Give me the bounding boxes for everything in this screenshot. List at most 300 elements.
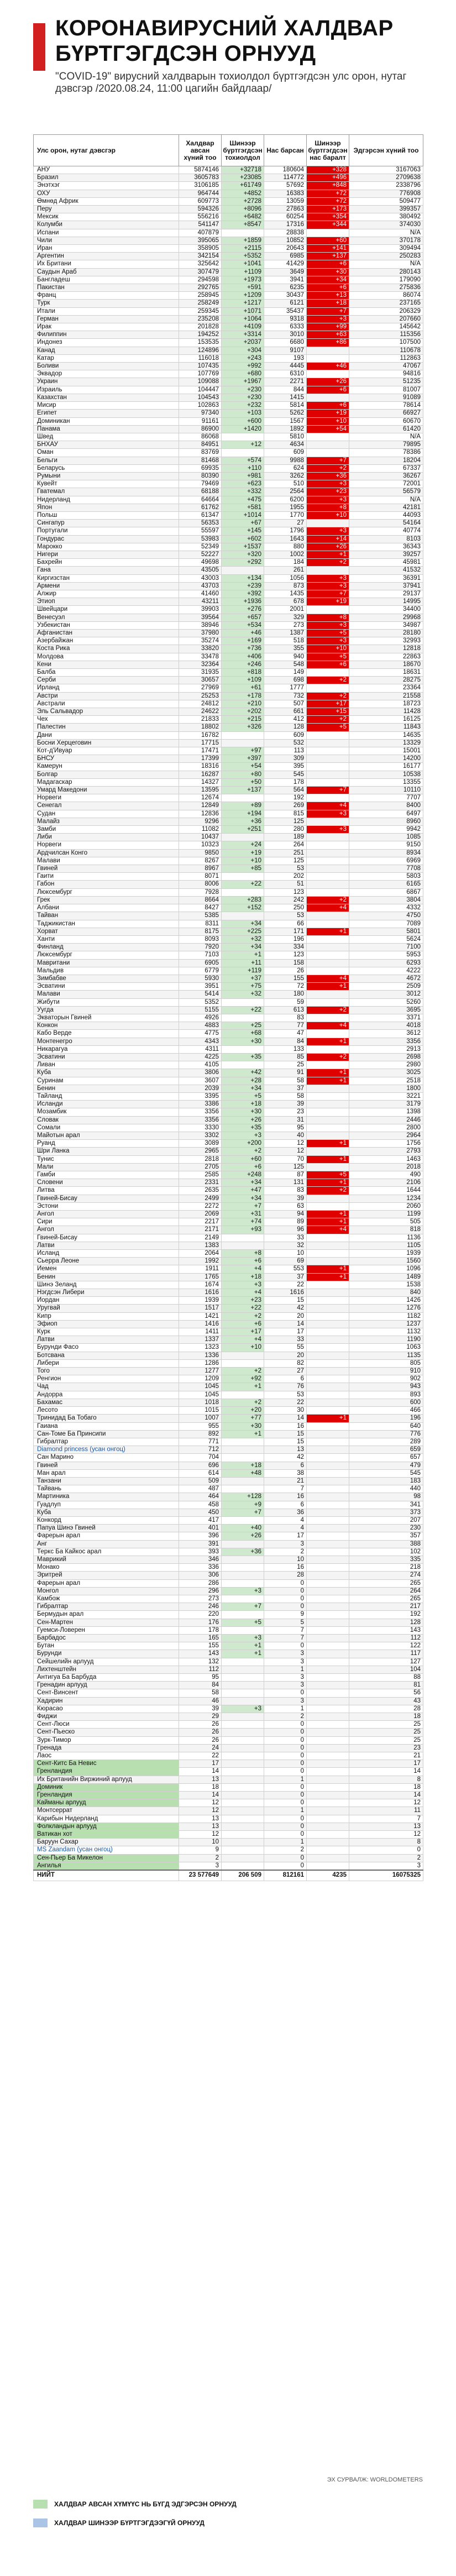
table-cell-deaths: 193 bbox=[264, 354, 307, 362]
table-cell-total: 153535 bbox=[179, 339, 222, 347]
table-cell-country: Карибын Нидерланд bbox=[34, 1815, 179, 1823]
table-cell-deaths: 545 bbox=[264, 771, 307, 778]
table-cell-recovered: 207660 bbox=[349, 315, 423, 323]
table-cell-total: 14 bbox=[179, 1768, 222, 1776]
table-cell-total: 614 bbox=[179, 1469, 222, 1477]
table-cell-deaths: 1415 bbox=[264, 394, 307, 401]
table-row bbox=[34, 1202, 423, 1210]
table-cell-recovered: 264 bbox=[349, 1587, 423, 1595]
table-cell-total: 16287 bbox=[179, 771, 222, 778]
table-cell-new: +145 bbox=[222, 527, 264, 535]
table-cell-new-deaths: +2 bbox=[307, 677, 349, 684]
table-cell-deaths: 844 bbox=[264, 386, 307, 394]
table-cell-new: +109 bbox=[222, 677, 264, 684]
table-cell-country: Камерун bbox=[34, 763, 179, 771]
table-cell-new-deaths: +1 bbox=[307, 928, 349, 935]
table-cell-total: 43211 bbox=[179, 598, 222, 606]
table-cell-total: 17399 bbox=[179, 755, 222, 763]
table-cell-deaths: 9318 bbox=[264, 315, 307, 323]
table-cell-deaths: 27 bbox=[264, 1368, 307, 1375]
table-row bbox=[34, 260, 423, 268]
table-cell-recovered: 657 bbox=[349, 1454, 423, 1462]
table-row bbox=[34, 1132, 423, 1139]
table-cell-recovered: 5801 bbox=[349, 928, 423, 935]
table-cell-recovered: 309494 bbox=[349, 245, 423, 253]
table-cell-total: 41460 bbox=[179, 590, 222, 598]
table-cell-new bbox=[222, 731, 264, 739]
table-cell-country: Бурунди Фасо bbox=[34, 1344, 179, 1352]
table-cell-deaths: 28 bbox=[264, 1572, 307, 1579]
table-cell-deaths: 32 bbox=[264, 1242, 307, 1249]
table-cell-deaths: 548 bbox=[264, 661, 307, 668]
table-cell-country: Мали bbox=[34, 1163, 179, 1171]
table-cell-deaths: 1616 bbox=[264, 1289, 307, 1297]
table-cell-total: 39 bbox=[179, 1705, 222, 1713]
table-cell-new-deaths bbox=[307, 967, 349, 975]
table-cell-new-deaths bbox=[307, 1532, 349, 1540]
table-cell-recovered: 112863 bbox=[349, 354, 423, 362]
table-row bbox=[34, 841, 423, 849]
table-cell-recovered: 12818 bbox=[349, 645, 423, 653]
table-cell-country: Мартиника bbox=[34, 1493, 179, 1501]
table-cell-deaths: 0 bbox=[264, 1799, 307, 1807]
table-row bbox=[34, 1619, 423, 1626]
table-cell-new-deaths bbox=[307, 1407, 349, 1415]
table-cell-deaths: 269 bbox=[264, 802, 307, 810]
table-cell-country: Либи bbox=[34, 834, 179, 841]
table-row bbox=[34, 1548, 423, 1556]
table-cell-deaths: 133 bbox=[264, 1045, 307, 1053]
table-cell-recovered: 509477 bbox=[349, 197, 423, 205]
table-cell-recovered: 640 bbox=[349, 1422, 423, 1430]
table-row bbox=[34, 237, 423, 244]
table-cell-new-deaths bbox=[307, 1234, 349, 1242]
table-cell-total: 2965 bbox=[179, 1148, 222, 1155]
table-row bbox=[34, 504, 423, 511]
table-cell-country: Ирланд bbox=[34, 684, 179, 692]
table-cell-total: 165 bbox=[179, 1634, 222, 1642]
table-cell-new: +6 bbox=[222, 1163, 264, 1171]
table-cell-total: 61347 bbox=[179, 511, 222, 519]
table-cell-new: +93 bbox=[222, 1226, 264, 1234]
table-cell-new: +4 bbox=[222, 1265, 264, 1273]
table-cell-new: +137 bbox=[222, 787, 264, 794]
table-cell-country: Литва bbox=[34, 1187, 179, 1195]
table-cell-new: +3 bbox=[222, 1281, 264, 1289]
table-cell-deaths: 35437 bbox=[264, 307, 307, 315]
table-row bbox=[34, 1689, 423, 1697]
table-cell-new-deaths bbox=[307, 1359, 349, 1367]
table-cell-recovered: 72001 bbox=[349, 480, 423, 488]
table-row bbox=[34, 739, 423, 747]
table-cell-total: 395065 bbox=[179, 237, 222, 244]
table-cell-total: 4343 bbox=[179, 1038, 222, 1045]
table-cell-country: Гибралтар bbox=[34, 1438, 179, 1446]
table-cell-new: +1064 bbox=[222, 315, 264, 323]
table-cell-new-deaths bbox=[307, 888, 349, 896]
table-cell-new: +8 bbox=[222, 1250, 264, 1258]
table-cell-recovered: 8934 bbox=[349, 849, 423, 857]
table-cell-deaths: 189 bbox=[264, 834, 307, 841]
table-cell-country: Бермудын арал bbox=[34, 1611, 179, 1619]
table-cell-new-deaths bbox=[307, 1485, 349, 1493]
table-cell-country: Зурк-Тимор bbox=[34, 1736, 179, 1744]
table-cell-country: Лаос bbox=[34, 1752, 179, 1760]
table-cell-deaths: 96 bbox=[264, 1226, 307, 1234]
table-cell-total: 84 bbox=[179, 1682, 222, 1689]
table-cell-new: +1967 bbox=[222, 378, 264, 386]
table-cell-recovered: 143 bbox=[349, 1626, 423, 1634]
table-cell-recovered: 943 bbox=[349, 1383, 423, 1391]
table-row bbox=[34, 1815, 423, 1823]
table-cell-new: +24 bbox=[222, 841, 264, 849]
table-cell-total: 68188 bbox=[179, 488, 222, 496]
table-row bbox=[34, 700, 423, 708]
table-cell-total: 24 bbox=[179, 1744, 222, 1752]
table-cell-new-deaths: +7 bbox=[307, 457, 349, 464]
table-row bbox=[34, 1101, 423, 1108]
table-cell-total: 258249 bbox=[179, 300, 222, 307]
table-row bbox=[34, 1525, 423, 1532]
table-row bbox=[34, 488, 423, 496]
table-row bbox=[34, 826, 423, 834]
col-header-recovered: Эдгэрсэн хүний тоо bbox=[349, 135, 423, 166]
table-cell-deaths: 661 bbox=[264, 708, 307, 716]
table-cell-country: Гаити bbox=[34, 873, 179, 881]
table-cell-new-deaths: +14 bbox=[307, 535, 349, 543]
table-cell-new-deaths bbox=[307, 1595, 349, 1603]
table-cell-new: +3 bbox=[222, 1634, 264, 1642]
table-cell-total: 33820 bbox=[179, 645, 222, 653]
table-cell-new-deaths bbox=[307, 771, 349, 778]
table-cell-deaths: 3262 bbox=[264, 472, 307, 480]
table-cell-deaths: 553 bbox=[264, 1265, 307, 1273]
table-cell-country: Ман арал bbox=[34, 1469, 179, 1477]
table-cell-total: 91161 bbox=[179, 417, 222, 425]
table-cell-total: 1416 bbox=[179, 1320, 222, 1328]
table-cell-recovered: 81007 bbox=[349, 386, 423, 394]
table-cell-new-deaths: +6 bbox=[307, 386, 349, 394]
table-cell-deaths: 25 bbox=[264, 1061, 307, 1069]
table-row bbox=[34, 315, 423, 323]
table-row bbox=[34, 386, 423, 394]
table-cell-recovered: 192 bbox=[349, 1611, 423, 1619]
table-cell-country: Гренадин арлууд bbox=[34, 1682, 179, 1689]
table-cell-deaths: 87 bbox=[264, 1171, 307, 1179]
table-cell-total: 273 bbox=[179, 1595, 222, 1603]
table-cell-new: +8096 bbox=[222, 206, 264, 213]
table-row bbox=[34, 629, 423, 637]
table-cell-new-deaths bbox=[307, 857, 349, 865]
table-cell-total: 102863 bbox=[179, 402, 222, 410]
table-cell-total: 342154 bbox=[179, 253, 222, 260]
table-row bbox=[34, 1729, 423, 1736]
table-row bbox=[34, 1736, 423, 1744]
table-cell-recovered: 102 bbox=[349, 1548, 423, 1556]
table-row bbox=[34, 967, 423, 975]
table-cell-recovered: 110678 bbox=[349, 347, 423, 354]
table-cell-deaths: 66 bbox=[264, 920, 307, 928]
table-row bbox=[34, 527, 423, 535]
table-cell-new bbox=[222, 1776, 264, 1783]
table-cell-recovered: 14995 bbox=[349, 598, 423, 606]
table-cell-country: Польш bbox=[34, 511, 179, 519]
table-cell-country: Чех bbox=[34, 716, 179, 724]
table-cell-new bbox=[222, 433, 264, 441]
table-cell-deaths: 37 bbox=[264, 1085, 307, 1092]
table-cell-total: 4775 bbox=[179, 1030, 222, 1038]
table-cell-new bbox=[222, 1014, 264, 1022]
table-row bbox=[34, 323, 423, 331]
table-row bbox=[34, 543, 423, 551]
table-cell-new: +60 bbox=[222, 1155, 264, 1163]
table-cell-recovered: 206329 bbox=[349, 307, 423, 315]
table-row bbox=[34, 598, 423, 606]
table-row bbox=[34, 1265, 423, 1273]
table-cell-country: Эквадор bbox=[34, 370, 179, 378]
table-cell-new-deaths bbox=[307, 912, 349, 920]
table-cell-new-deaths bbox=[307, 1626, 349, 1634]
table-cell-new bbox=[222, 1516, 264, 1524]
table-cell-country: БНХАУ bbox=[34, 441, 179, 449]
table-cell-deaths: 39 bbox=[264, 1101, 307, 1108]
table-cell-recovered: 1135 bbox=[349, 1352, 423, 1359]
table-row bbox=[34, 606, 423, 614]
table-cell-deaths: 1056 bbox=[264, 574, 307, 582]
total-table-cell-country: НИЙТ bbox=[34, 1870, 179, 1881]
table-cell-country: Эсватини bbox=[34, 1053, 179, 1061]
table-cell-country: Украин bbox=[34, 378, 179, 386]
table-cell-total: 2 bbox=[179, 1854, 222, 1862]
table-cell-total: 4225 bbox=[179, 1053, 222, 1061]
table-cell-new: +981 bbox=[222, 472, 264, 480]
table-cell-country: Бахамас bbox=[34, 1399, 179, 1406]
table-cell-total: 12836 bbox=[179, 810, 222, 818]
table-cell-new: +320 bbox=[222, 551, 264, 558]
table-row bbox=[34, 284, 423, 292]
table-cell-deaths: 125 bbox=[264, 818, 307, 825]
table-cell-country: Палестин bbox=[34, 724, 179, 731]
table-cell-new: +68 bbox=[222, 1030, 264, 1038]
table-cell-country: Панама bbox=[34, 425, 179, 433]
table-cell-deaths: 30 bbox=[264, 1407, 307, 1415]
table-cell-new-deaths bbox=[307, 370, 349, 378]
table-cell-country: Хорват bbox=[34, 928, 179, 935]
table-cell-new: +1936 bbox=[222, 598, 264, 606]
table-cell-recovered: 6969 bbox=[349, 857, 423, 865]
table-cell-country: Уугда bbox=[34, 1006, 179, 1014]
table-cell-total: 21833 bbox=[179, 716, 222, 724]
table-cell-total: 407879 bbox=[179, 229, 222, 237]
table-cell-deaths: 20 bbox=[264, 1312, 307, 1320]
table-cell-new-deaths: +1 bbox=[307, 1140, 349, 1148]
table-cell-total: 24812 bbox=[179, 700, 222, 708]
table-cell-deaths: 15 bbox=[264, 1430, 307, 1438]
table-cell-recovered: 86074 bbox=[349, 292, 423, 300]
table-cell-total: 27969 bbox=[179, 684, 222, 692]
table-row bbox=[34, 449, 423, 457]
table-cell-recovered: 1085 bbox=[349, 834, 423, 841]
table-cell-new: +47 bbox=[222, 1187, 264, 1195]
table-cell-total: 2705 bbox=[179, 1163, 222, 1171]
table-cell-total: 81468 bbox=[179, 457, 222, 464]
table-cell-new-deaths bbox=[307, 1344, 349, 1352]
table-cell-new: +397 bbox=[222, 755, 264, 763]
table-cell-new-deaths bbox=[307, 1250, 349, 1258]
table-cell-new-deaths: +1 bbox=[307, 983, 349, 991]
table-cell-country: Эль Сальвадор bbox=[34, 708, 179, 716]
table-cell-new: +5 bbox=[222, 1092, 264, 1100]
table-cell-country: Жибути bbox=[34, 998, 179, 1006]
table-cell-recovered: 7089 bbox=[349, 920, 423, 928]
table-row bbox=[34, 1697, 423, 1705]
table-total-row bbox=[34, 1870, 423, 1881]
table-cell-recovered: 2980 bbox=[349, 1061, 423, 1069]
table-row bbox=[34, 370, 423, 378]
table-cell-country: Ренгион bbox=[34, 1375, 179, 1383]
table-cell-recovered: 1644 bbox=[349, 1187, 423, 1195]
table-cell-total: 8267 bbox=[179, 857, 222, 865]
table-cell-recovered: 61420 bbox=[349, 425, 423, 433]
table-row bbox=[34, 849, 423, 857]
table-cell-new-deaths: +1 bbox=[307, 1265, 349, 1273]
table-cell-total: 8006 bbox=[179, 881, 222, 888]
table-cell-total: 116018 bbox=[179, 354, 222, 362]
table-cell-new-deaths bbox=[307, 1689, 349, 1697]
table-cell-total: 97340 bbox=[179, 410, 222, 417]
table-cell-country: Эритрей bbox=[34, 1572, 179, 1579]
table-row bbox=[34, 339, 423, 347]
table-cell-new: +1 bbox=[222, 951, 264, 959]
table-cell-new: +28 bbox=[222, 1077, 264, 1085]
table-row bbox=[34, 480, 423, 488]
table-cell-deaths: 42 bbox=[264, 1305, 307, 1312]
table-cell-country: Боливи bbox=[34, 363, 179, 370]
table-cell-country: Румыни bbox=[34, 472, 179, 480]
table-cell-deaths: 9107 bbox=[264, 347, 307, 354]
table-row bbox=[34, 394, 423, 401]
table-row bbox=[34, 1603, 423, 1611]
table-cell-recovered: 98 bbox=[349, 1493, 423, 1501]
table-cell-deaths: 178 bbox=[264, 778, 307, 786]
table-cell-recovered: 21558 bbox=[349, 692, 423, 700]
table-cell-new bbox=[222, 1579, 264, 1587]
table-cell-recovered: 440 bbox=[349, 1485, 423, 1493]
table-cell-recovered: 388 bbox=[349, 1540, 423, 1548]
table-cell-recovered: 840 bbox=[349, 1289, 423, 1297]
table-cell-country: Хадирин bbox=[34, 1697, 179, 1705]
table-cell-deaths: 6985 bbox=[264, 253, 307, 260]
table-cell-country: Кувейт bbox=[34, 480, 179, 488]
table-cell-new: +128 bbox=[222, 1493, 264, 1501]
table-cell-new bbox=[222, 1611, 264, 1619]
table-cell-new bbox=[222, 1815, 264, 1823]
table-cell-total: 3089 bbox=[179, 1140, 222, 1148]
table-cell-total: 13 bbox=[179, 1776, 222, 1783]
table-cell-recovered: 3025 bbox=[349, 1069, 423, 1077]
table-cell-deaths: 20643 bbox=[264, 245, 307, 253]
table-cell-new bbox=[222, 1783, 264, 1791]
table-cell-new: +1973 bbox=[222, 276, 264, 284]
table-cell-new-deaths bbox=[307, 1744, 349, 1752]
table-cell-new-deaths: +1 bbox=[307, 1273, 349, 1281]
table-cell-new-deaths: +496 bbox=[307, 174, 349, 182]
table-cell-new-deaths bbox=[307, 1634, 349, 1642]
table-cell-new-deaths: +3 bbox=[307, 637, 349, 645]
table-cell-new: +2 bbox=[222, 1148, 264, 1155]
table-cell-country: Сири bbox=[34, 1218, 179, 1226]
table-cell-new: +2 bbox=[222, 1312, 264, 1320]
table-row bbox=[34, 559, 423, 567]
table-cell-recovered: 505 bbox=[349, 1218, 423, 1226]
table-row bbox=[34, 1446, 423, 1454]
table-cell-new-deaths bbox=[307, 1823, 349, 1830]
table-cell-recovered: 2793 bbox=[349, 1148, 423, 1155]
legend-swatch-blue bbox=[33, 2519, 48, 2527]
table-cell-total: 112 bbox=[179, 1666, 222, 1673]
table-cell-deaths: 880 bbox=[264, 543, 307, 551]
table-cell-recovered: 1190 bbox=[349, 1336, 423, 1344]
table-cell-new-deaths bbox=[307, 567, 349, 574]
table-row bbox=[34, 457, 423, 464]
table-cell-new-deaths bbox=[307, 433, 349, 441]
table-cell-country: Сомали bbox=[34, 1124, 179, 1132]
table-cell-total: 43703 bbox=[179, 582, 222, 590]
table-cell-country: Албани bbox=[34, 904, 179, 912]
table-cell-new-deaths: +19 bbox=[307, 410, 349, 417]
table-row bbox=[34, 464, 423, 472]
table-cell-deaths: 14 bbox=[264, 1320, 307, 1328]
table-cell-new: +31 bbox=[222, 1211, 264, 1218]
table-cell-total: 2039 bbox=[179, 1085, 222, 1092]
table-cell-new: +202 bbox=[222, 708, 264, 716]
table-cell-new: +5352 bbox=[222, 253, 264, 260]
table-cell-recovered: 1199 bbox=[349, 1211, 423, 1218]
table-cell-deaths: 815 bbox=[264, 810, 307, 818]
table-cell-new bbox=[222, 1658, 264, 1666]
table-row bbox=[34, 928, 423, 935]
table-cell-total: 2217 bbox=[179, 1218, 222, 1226]
table-cell-deaths: 1955 bbox=[264, 504, 307, 511]
table-cell-new-deaths bbox=[307, 1422, 349, 1430]
table-row bbox=[34, 1407, 423, 1415]
table-cell-recovered: 28275 bbox=[349, 677, 423, 684]
table-cell-new-deaths: +18 bbox=[307, 300, 349, 307]
table-cell-new: +169 bbox=[222, 637, 264, 645]
table-row bbox=[34, 567, 423, 574]
table-cell-country: Норвеги bbox=[34, 794, 179, 802]
table-cell-new-deaths bbox=[307, 881, 349, 888]
table-cell-deaths: 4445 bbox=[264, 363, 307, 370]
table-cell-country: Антигуа Ба Барбуда bbox=[34, 1674, 179, 1682]
table-cell-deaths: 0 bbox=[264, 1744, 307, 1752]
table-cell-recovered: 275836 bbox=[349, 284, 423, 292]
table-cell-country: Ардчилсан Конго bbox=[34, 849, 179, 857]
table-cell-total: 393 bbox=[179, 1548, 222, 1556]
source-credit: ЭХ СУРВАЛЖ: WORLDOMETERS bbox=[327, 2476, 423, 2483]
table-cell-new-deaths bbox=[307, 1572, 349, 1579]
table-cell-country: Нэгдсэн Либери bbox=[34, 1289, 179, 1297]
table-cell-country: Суринам bbox=[34, 1077, 179, 1085]
table-cell-new: +18 bbox=[222, 1462, 264, 1469]
table-row bbox=[34, 1171, 423, 1179]
table-cell-total: 86068 bbox=[179, 433, 222, 441]
table-cell-deaths: 3 bbox=[264, 1650, 307, 1658]
table-cell-new-deaths bbox=[307, 1666, 349, 1673]
table-row bbox=[34, 174, 423, 182]
table-cell-recovered: 1560 bbox=[349, 1258, 423, 1265]
table-row bbox=[34, 1783, 423, 1791]
